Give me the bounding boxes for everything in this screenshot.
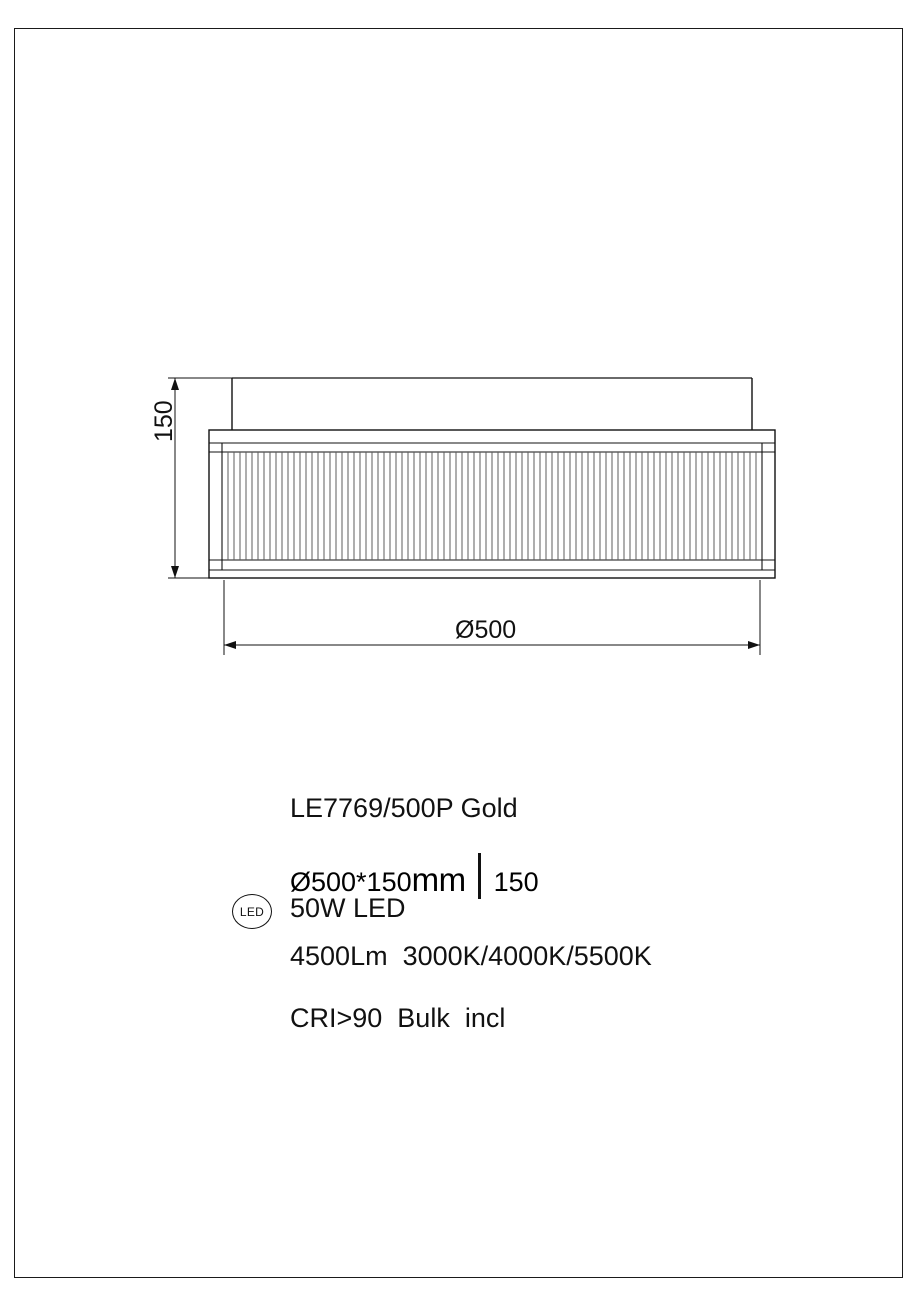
- dimensions-value: Ø500*150: [290, 867, 412, 897]
- dimensions-separator: [478, 853, 481, 899]
- power-rating: 50W LED: [290, 893, 406, 923]
- sheet-border: [14, 28, 903, 1278]
- model-name: LE7769/500P Gold: [290, 793, 518, 823]
- dimensions-line: [290, 845, 539, 899]
- dimension-width-label: Ø500: [455, 616, 517, 644]
- cri-bulb-info: CRI>90 Bulk incl: [290, 1003, 506, 1033]
- dimensions-secondary: 150: [493, 867, 539, 897]
- led-badge-icon: LED: [232, 894, 272, 929]
- lumens-cct: 4500Lm 3000K/4000K/5500K: [290, 941, 652, 971]
- dimensions-unit: mm: [411, 861, 466, 898]
- dimension-height-label: 150: [150, 400, 178, 442]
